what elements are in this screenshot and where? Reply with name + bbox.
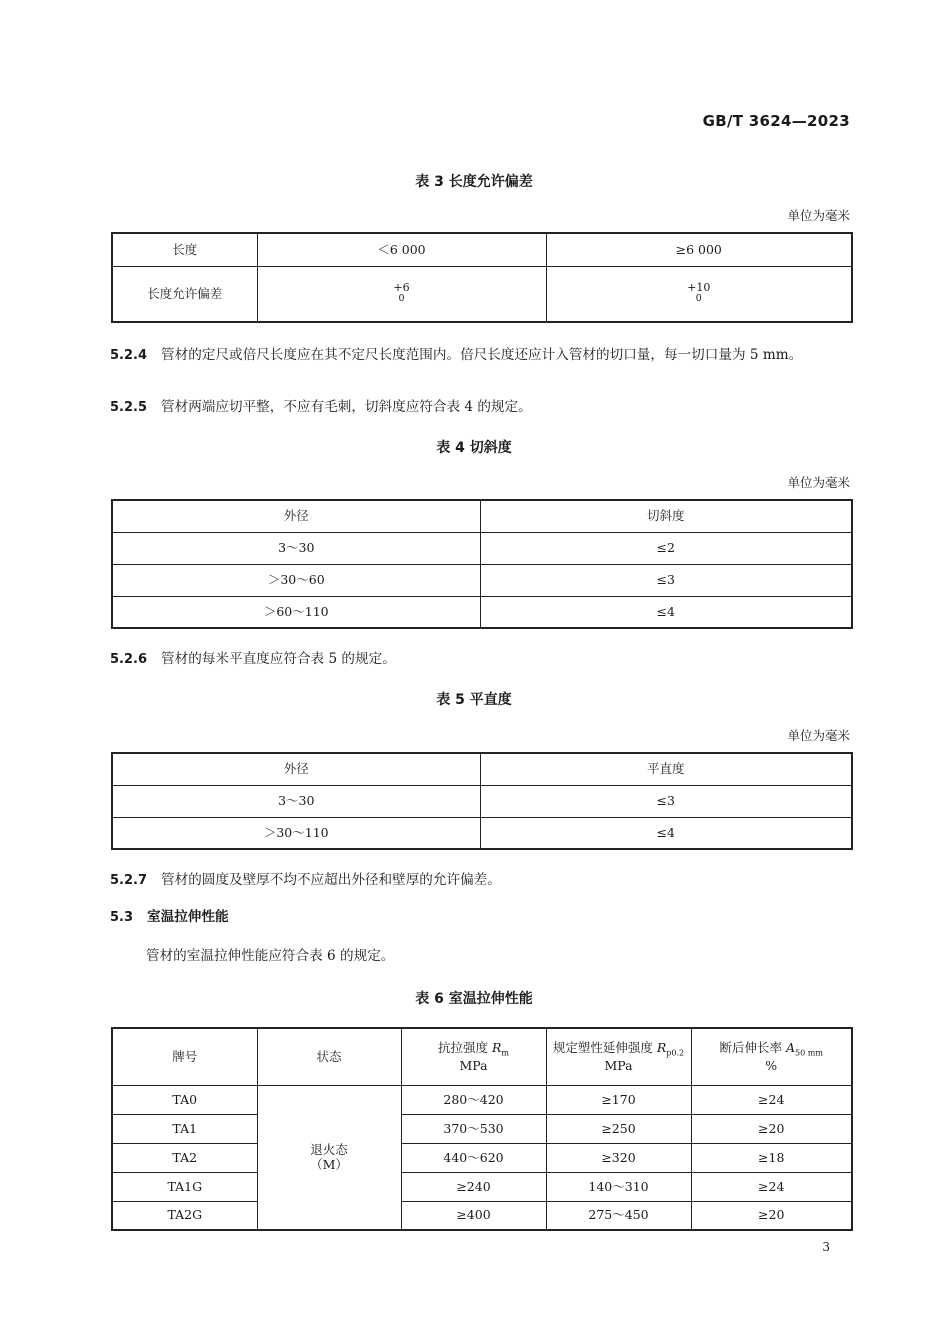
unit-label: % [765,1058,778,1074]
section-5-3 [110,904,852,931]
table4-cell: 3～30 [112,532,480,564]
table3-row2-c2 [546,266,852,322]
table6-cell: ≥320 [546,1143,691,1172]
clause-number: 5.2.6 [110,652,148,667]
tolerance-1-lower: 0 [398,293,405,305]
table6-cell: ≥20 [691,1114,852,1143]
clause-text: 管材两端应切平整，不应有毛刺，切斜度应符合表 4 的规定。 [161,399,532,415]
table4-cell: ≤3 [480,564,852,596]
clause-number: 5.2.7 [110,873,148,888]
table5-header-od: 外径 [112,753,480,785]
table-row [112,1114,852,1143]
page-number: 3 [822,1240,830,1254]
table4-header-od: 外径 [112,500,480,532]
state-line1: 退火态 [310,1141,348,1157]
table-row [112,817,852,849]
table-row [112,532,852,564]
state-line2: （M） [310,1157,348,1173]
table3-row1-c2: ≥6 000 [546,233,852,266]
table3-row1-label: 长度 [112,233,257,266]
table6-cell: 370～530 [401,1114,546,1143]
tolerance-1 [393,282,409,305]
table6-grade: TA1 [112,1114,257,1143]
table6-cell: 440～620 [401,1143,546,1172]
clause-number: 5.2.4 [110,348,148,363]
section-number: 5.3 [110,910,134,925]
table6-cell: ≥240 [401,1172,546,1201]
table6-cell: ≥18 [691,1143,852,1172]
table-row [112,1172,852,1201]
clause-text: 管材的圆度及壁厚不均不应超出外径和壁厚的允许偏差。 [161,872,501,888]
section-title: 室温拉伸性能 [147,909,229,925]
table6-cell: 140～310 [546,1172,691,1201]
table3-unit: 单位为毫米 [787,208,850,223]
table3-row2-c1 [257,266,546,322]
table-row [112,1085,852,1114]
table-row [112,596,852,628]
table5-cell: ≤3 [480,785,852,817]
table6-grade: TA1G [112,1172,257,1201]
clause-5-2-4 [110,342,852,369]
table6-grade: TA0 [112,1085,257,1114]
table-row [112,564,852,596]
tolerance-2 [687,282,710,305]
table6-header-state: 状态 [257,1028,401,1085]
table6-grade: TA2 [112,1143,257,1172]
table6 [111,1027,853,1231]
table4-cell: ＞30～60 [112,564,480,596]
table6-cell: ≥24 [691,1172,852,1201]
table5-unit: 单位为毫米 [787,728,850,743]
table4-unit: 单位为毫米 [787,475,850,490]
table6-cell: ≥250 [546,1114,691,1143]
table6-caption: 表 6 室温拉伸性能 [415,991,533,1007]
table6-cell: 275～450 [546,1201,691,1230]
table-row [112,785,852,817]
table4-caption: 表 4 切斜度 [436,440,512,456]
table3 [111,232,853,323]
table5-cell: ≤4 [480,817,852,849]
table4-cell: ＞60～110 [112,596,480,628]
table6-cell: ≥170 [546,1085,691,1114]
table5 [111,752,853,850]
tolerance-1-upper: +6 [393,281,410,295]
unit-label: MPa [604,1058,633,1074]
table3-caption: 表 3 长度允许偏差 [415,174,533,190]
section-5-3-text: 管材的室温拉伸性能应符合表 6 的规定。 [146,948,395,964]
tolerance-2-upper: +10 [687,281,711,295]
table4 [111,499,853,629]
table4-header-value: 切斜度 [480,500,852,532]
table6-cell: ≥24 [691,1085,852,1114]
table5-header-value: 平直度 [480,753,852,785]
unit-label: MPa [459,1058,488,1074]
clause-text: 管材的定尺或倍尺长度应在其不定尺长度范围内。倍尺长度还应计入管材的切口量，每一切口量为 5 mm。 [161,347,803,363]
clause-number: 5.2.5 [110,400,148,415]
table5-cell: ＞30～110 [112,817,480,849]
table6-cell: ≥20 [691,1201,852,1230]
clause-5-2-7 [110,867,852,894]
table5-cell: 3～30 [112,785,480,817]
table6-header-grade: 牌号 [112,1028,257,1085]
table3-row2-label: 长度允许偏差 [112,266,257,322]
clause-5-2-5 [110,394,852,421]
table6-state [257,1085,401,1230]
table6-grade: TA2G [112,1201,257,1230]
table3-row1-c1: ＜6 000 [257,233,546,266]
standard-number: GB/T 3624—2023 [702,112,850,130]
table6-header-rp: 规定塑性延伸强度 $R_{p0.2}$ MPa [546,1028,691,1085]
clause-text: 管材的每米平直度应符合表 5 的规定。 [161,651,396,667]
table6-header-a: 断后伸长率 $A_{50 mm}$ % [691,1028,852,1085]
tolerance-2-lower: 0 [695,293,702,305]
table5-caption: 表 5 平直度 [436,692,512,708]
table6-cell: ≥400 [401,1201,546,1230]
clause-5-2-6 [110,646,852,673]
table-row [112,1143,852,1172]
table4-cell: ≤2 [480,532,852,564]
table6-header-rm: 抗拉强度 $R_m$ MPa [401,1028,546,1085]
table6-cell: 280～420 [401,1085,546,1114]
table-row [112,1201,852,1230]
table4-cell: ≤4 [480,596,852,628]
